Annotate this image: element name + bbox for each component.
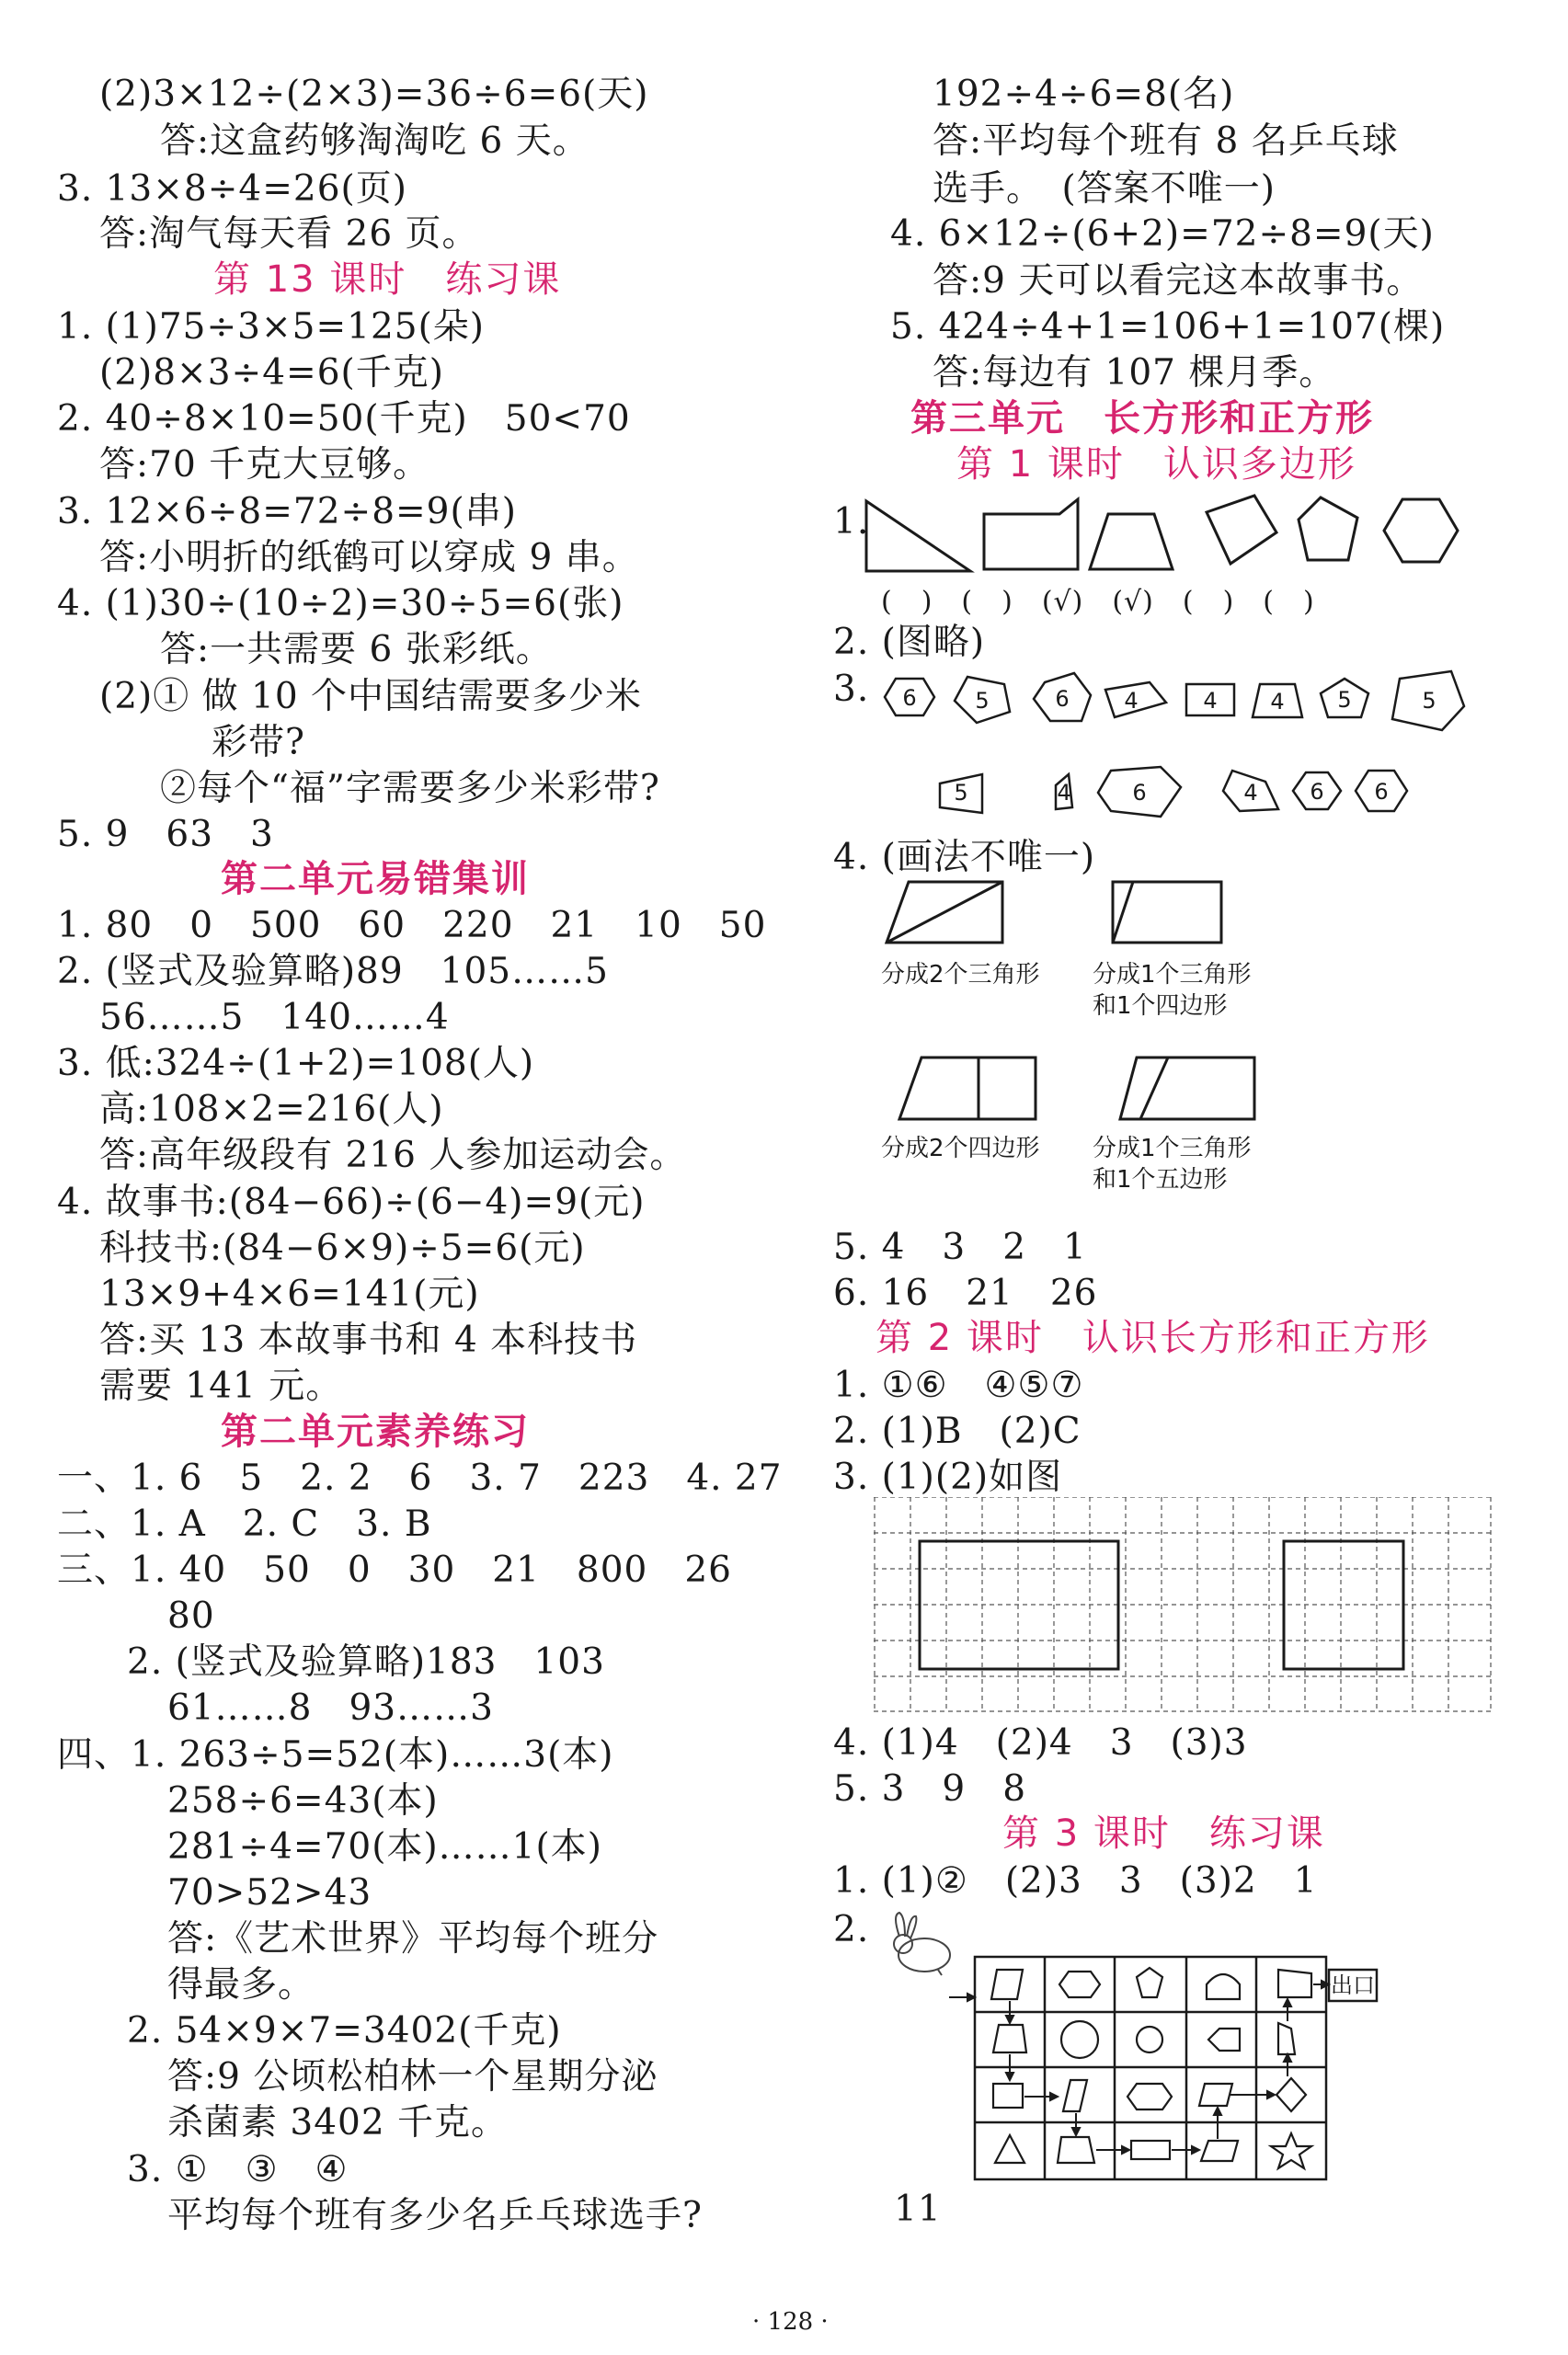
answer-line: 4. (1)30÷(10÷2)=30÷5=6(张) [57,583,624,624]
answer-line: 1. (1)75÷3×5=125(朵) [57,306,486,348]
answer-line: 3. (1)(2)如图 [833,1457,1063,1498]
rabbit-icon [894,1913,950,1975]
figure-caption: 和1个五边形 [1093,1166,1228,1194]
polygon-figures [864,492,1471,584]
answer-line: 平均每个班有多少名乒乓球选手? [167,2195,703,2236]
answer-line: 6. 16 21 26 [833,1273,1098,1314]
answer-line: 答:70 千克大豆够。 [99,444,430,486]
answer-line: 5. 424÷4+1=106+1=107(棵) [890,306,1446,348]
section-heading: 第二单元易错集训 [221,858,530,900]
answer-line: 2. 40÷8×10=50(千克) 50<70 [57,398,631,440]
side-count-label: 6 [1374,779,1389,805]
side-count-label: 4 [1243,780,1258,806]
answer-line: 2. (1)B (2)C [833,1411,1082,1452]
hexagon-shape [1384,499,1458,562]
answer-line: 1. ①⑥ ④⑤⑦ [833,1365,1084,1406]
answer-line: 1. 80 0 500 60 220 21 10 50 [57,905,767,946]
shape-maze [883,1909,1416,2185]
answer-line: 3. 12×6÷8=72÷8=9(串) [57,491,517,532]
answer-line: 281÷4=70(本)……1(本) [167,1826,602,1868]
answer-line: 答:9 天可以看完这本故事书。 [933,260,1424,302]
section-heading: 第 3 课时 练习课 [1002,1812,1325,1855]
answer-line: 5. 3 9 8 [833,1768,1027,1810]
answer-line: 3. [833,669,870,710]
answer-line: (2)8×3÷4=6(千克) [99,352,444,394]
side-count-label: 4 [1270,689,1285,715]
answer-line: 答:高年级段有 216 人参加运动会。 [99,1135,687,1176]
answer-line: ( ) ( ) (√) (√) ( ) ( ) [881,586,1315,618]
drawn-square [1284,1541,1403,1669]
answer-line: ②每个“福”字需要多少米彩带? [160,768,660,809]
section-heading: 第 1 课时 认识多边形 [956,443,1356,486]
side-count-label: 5 [1337,687,1352,713]
figure-caption: 分成1个三角形 [1093,961,1252,989]
side-count-label: 5 [975,688,990,714]
answer-line: 192÷4÷6=8(名) [933,74,1235,115]
answer-line: 高:108×2=216(人) [99,1089,444,1130]
answer-line: 3. 13×8÷4=26(页) [57,168,407,210]
answer-line: 一、1. 6 5 2. 2 6 3. 7 223 4. 27 [57,1458,783,1499]
answer-line: 2. 54×9×7=3402(千克) [127,2010,562,2052]
answer-line: 答:《艺术世界》平均每个班分 [167,1918,659,1960]
side-count-label: 6 [902,685,917,711]
answer-line: 11 [894,2189,942,2230]
answer-line: 70>52>43 [167,1872,372,1914]
answer-line: 二、1. A 2. C 3. B [57,1503,432,1545]
answer-line: 三、1. 40 50 0 30 21 800 26 [57,1549,732,1591]
answer-line: 5. 4 3 2 1 [833,1227,1087,1268]
answer-line: 56……5 140……4 [99,997,450,1038]
answer-line: 1. [833,501,870,543]
section-heading: 第 2 课时 认识长方形和正方形 [876,1317,1430,1359]
answer-line: 杀菌素 3402 千克。 [167,2102,509,2144]
answer-line: 科技书:(84−6×9)÷5=6(元) [99,1228,586,1269]
trapezoid-shape [1090,514,1173,569]
answer-line: 80 [167,1595,215,1637]
answer-line: 选手。 (答案不唯一) [933,168,1276,210]
answer-line: 4. 故事书:(84−66)÷(6−4)=9(元) [57,1182,646,1223]
pentagon-shape [1299,497,1357,560]
answer-line: 需要 141 元。 [99,1366,343,1407]
answer-line: 3. 低:324÷(1+2)=108(人) [57,1043,535,1084]
answer-line: 答:小明折的纸鹤可以穿成 9 串。 [99,537,639,578]
side-count-label: 6 [1310,779,1324,805]
answer-line: 4. 6×12÷(6+2)=72÷8=9(天) [890,213,1435,255]
side-count-label: 6 [1055,686,1070,712]
answer-line: 4. (画法不唯一) [833,837,1096,878]
answer-line: 四、1. 263÷5=52(本)……3(本) [57,1734,614,1776]
side-count-label: 4 [1124,688,1139,714]
answer-line: 答:每边有 107 棵月季。 [933,352,1336,394]
answer-line: 2. (图略) [833,622,986,663]
figure-caption: 分成2个四边形 [881,1135,1040,1162]
side-count-label: 4 [1057,780,1071,806]
side-count-label: 4 [1203,688,1218,714]
answer-line: 4. (1)4 (2)4 3 (3)3 [833,1722,1248,1764]
triangle-shape [866,501,970,571]
answer-line: 13×9+4×6=141(元) [99,1274,480,1315]
answer-line: 61……8 93……3 [167,1687,494,1729]
side-count-label: 5 [954,780,968,806]
answer-line: (2)① 做 10 个中国结需要多少米 [99,676,643,717]
answer-line: 258÷6=43(本) [167,1780,439,1822]
answer-line: 2. [833,1909,870,1950]
answer-line: 2. (竖式及验算略)89 105……5 [57,951,609,992]
answer-line: 3. ① ③ ④ [127,2149,349,2190]
section-heading: 第二单元素养练习 [221,1411,530,1453]
figure-caption: 分成2个三角形 [881,961,1040,989]
answer-line: 答:淘气每天看 26 页。 [99,213,479,255]
page-number: · 128 · [752,2308,829,2336]
answer-line: 答:平均每个班有 8 名乒乓球 [933,120,1399,162]
side-count-label: 5 [1422,688,1436,714]
answer-line: 答:9 公顷松柏林一个星期分泌 [167,2056,658,2098]
grid-figure [874,1497,1492,1712]
answer-line: 答:一共需要 6 张彩纸。 [160,629,553,670]
answer-line: (2)3×12÷(2×3)=36÷6=6(天) [99,74,649,115]
quadrilateral-shape [1207,496,1276,564]
side-count-label: 6 [1132,780,1147,806]
figure-caption: 分成1个三角形 [1093,1135,1252,1162]
section-heading: 第三单元 长方形和正方形 [910,397,1374,440]
answer-line: 5. 9 63 3 [57,814,274,855]
pentagon-shape [984,499,1078,569]
section-heading: 第 13 课时 练习课 [213,258,562,301]
answer-line: 得最多。 [167,1964,315,2006]
answer-line: 1. (1)② (2)3 3 (3)2 1 [833,1860,1318,1902]
figure-caption: 和1个四边形 [1093,992,1228,1020]
polygon-count-figures [874,666,1481,831]
answer-line: 答:买 13 本故事书和 4 本科技书 [99,1320,638,1361]
answer-line: 彩带? [212,722,305,763]
answer-line: 2. (竖式及验算略)183 103 [127,1641,605,1683]
maze-exit-label: 出口 [1331,1972,1375,1998]
answer-line: 答:这盒药够淘淘吃 6 天。 [160,120,589,162]
